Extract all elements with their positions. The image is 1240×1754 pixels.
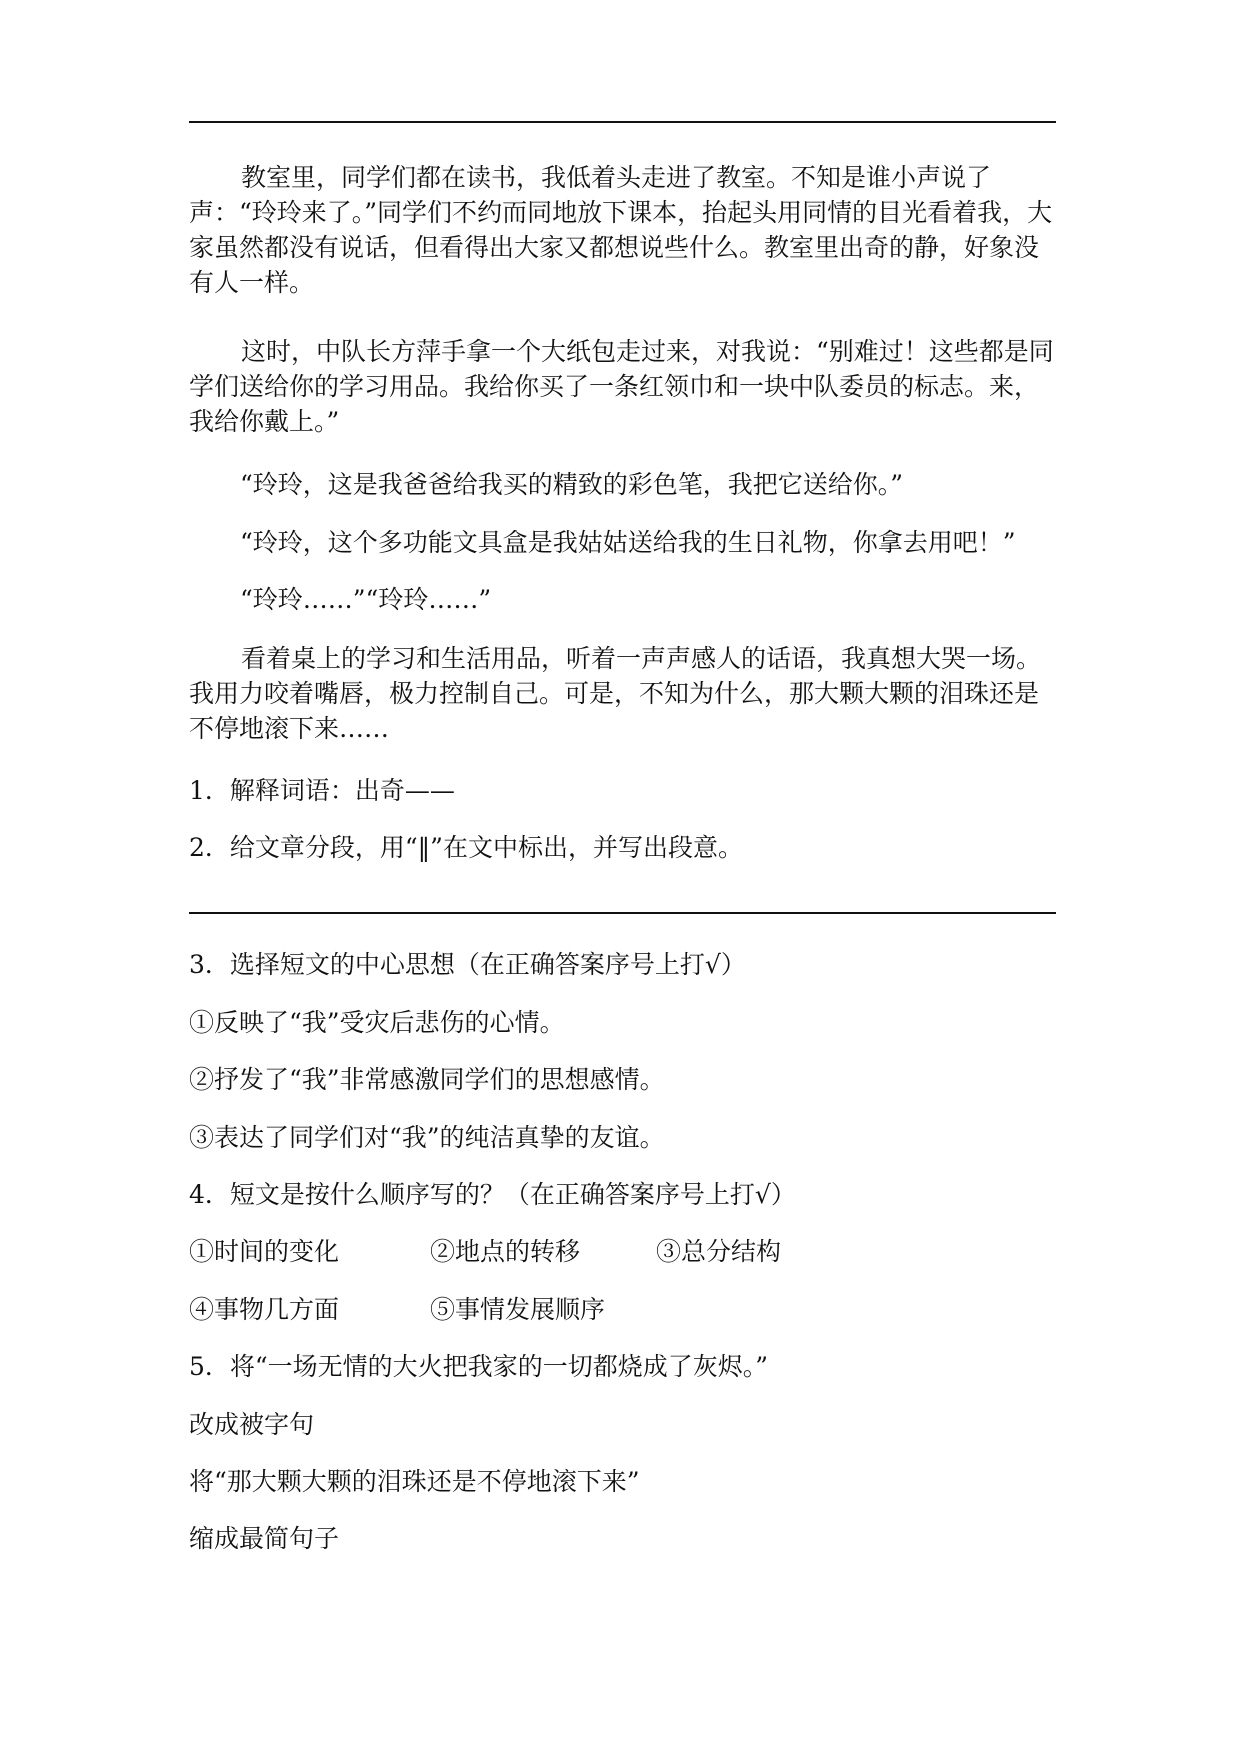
question-5-task-a: 改成被字句	[189, 1410, 315, 1439]
question-3-option-1[interactable]: ①反映了“我”受灾后悲伤的心情。	[189, 1008, 565, 1037]
question-3-option-2[interactable]: ②抒发了“我”非常感激同学们的思想感情。	[189, 1065, 665, 1094]
answer-line[interactable]	[189, 912, 1056, 914]
question-4-option-3[interactable]: ③总分结构	[656, 1237, 782, 1266]
passage-quote-1: “玲玲，这是我爸爸给我买的精致的彩色笔，我把它送给你。”	[240, 470, 904, 499]
question-1: 1．解释词语：出奇——	[189, 776, 455, 805]
question-4: 4．短文是按什么顺序写的？（在正确答案序号上打√）	[189, 1180, 796, 1209]
question-3-option-3[interactable]: ③表达了同学们对“我”的纯洁真挚的友谊。	[189, 1123, 665, 1152]
passage-paragraph-3: 看着桌上的学习和生活用品，听着一声声感人的话语，我真想大哭一场。我用力咬着嘴唇，极力控制自己。可是，不知为什么，那大颗大颗的泪珠还是不停地滚下来……	[189, 644, 1042, 743]
question-5-task-c: 缩成最简句子	[189, 1524, 340, 1553]
question-5: 5．将“一场无情的大火把我家的一切都烧成了灰烬。”	[189, 1352, 768, 1381]
passage-paragraph-1: 教室里，同学们都在读书，我低着头走进了教室。不知是谁小声说了声：“玲玲来了。”同学们不约而同地放下课本，抬起头用同情的目光看着我，大家虽然都没有说话，但看得出大家又都想说些什么。教室里出奇的静，好象没有人一样。	[189, 163, 1053, 297]
question-3: 3．选择短文的中心思想（在正确答案序号上打√）	[189, 950, 746, 979]
passage-quote-2: “玲玲，这个多功能文具盒是我姑姑送给我的生日礼物，你拿去用吧！”	[240, 528, 1016, 557]
question-2: 2．给文章分段，用“‖”在文中标出，并写出段意。	[189, 833, 743, 862]
question-4-option-2[interactable]: ②地点的转移	[430, 1237, 581, 1266]
passage-paragraph-2: 这时，中队长方萍手拿一个大纸包走过来，对我说：“别难过！这些都是同学们送给你的学习用品。我给你买了一条红领巾和一块中队委员的标志。来，我给你戴上。”	[189, 337, 1054, 436]
question-4-option-4[interactable]: ④事物几方面	[189, 1295, 340, 1324]
question-5-task-b: 将“那大颗大颗的泪珠还是不停地滚下来”	[189, 1467, 640, 1496]
top-rule	[189, 121, 1056, 123]
question-4-option-1[interactable]: ①时间的变化	[189, 1237, 340, 1266]
question-4-option-5[interactable]: ⑤事情发展顺序	[430, 1295, 606, 1324]
passage-quote-3: “玲玲……”“玲玲……”	[240, 585, 492, 614]
